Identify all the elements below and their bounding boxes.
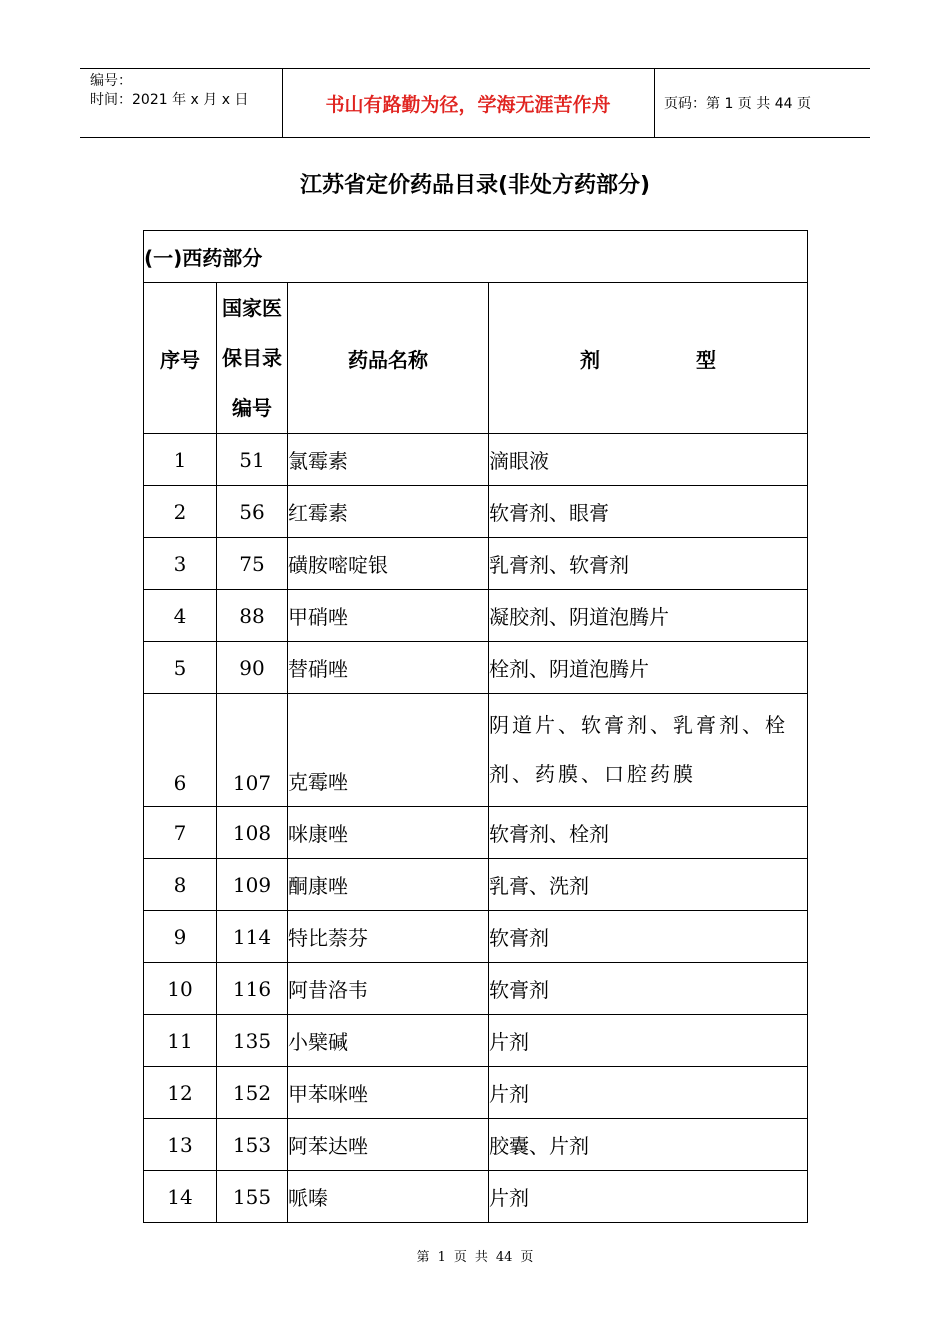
cell-code: 90 — [217, 642, 288, 694]
cell-name: 小檗碱 — [288, 1015, 489, 1067]
column-header-code — [217, 283, 288, 434]
cell-form: 栓剂、阴道泡腾片 — [489, 642, 808, 694]
column-header-form — [489, 283, 808, 434]
cell-name: 替硝唑 — [288, 642, 489, 694]
cell-form: 软膏剂 — [489, 963, 808, 1015]
cell-seq: 14 — [144, 1171, 217, 1223]
cell-name: 酮康唑 — [288, 859, 489, 911]
footer-total-a: 共 — [474, 1250, 488, 1265]
cell-code: 108 — [217, 807, 288, 859]
serial-label: 编号： — [90, 73, 132, 89]
cell-name: 甲硝唑 — [288, 590, 489, 642]
column-header-code-line2: 保目录 — [222, 346, 282, 370]
cell-seq: 8 — [144, 859, 217, 911]
table-row — [144, 642, 808, 694]
cell-seq: 5 — [144, 642, 217, 694]
cell-name: 阿苯达唑 — [288, 1119, 489, 1171]
table-row — [144, 807, 808, 859]
column-header-code-line3: 编号 — [232, 396, 272, 420]
table-row — [144, 1067, 808, 1119]
footer-page-num: 1 — [437, 1250, 446, 1265]
cell-name: 特比萘芬 — [288, 911, 489, 963]
cell-form: 片剂 — [489, 1015, 808, 1067]
cell-code: 51 — [217, 434, 288, 486]
section-row — [144, 231, 808, 283]
footer-page-b: 页 — [453, 1250, 467, 1265]
cell-code: 116 — [217, 963, 288, 1015]
drug-table — [143, 230, 808, 1223]
cell-code: 155 — [217, 1171, 288, 1223]
table-header-row — [144, 283, 808, 434]
footer-total-num: 44 — [495, 1250, 513, 1265]
footer-page-a: 第 — [416, 1250, 430, 1265]
cell-seq: 11 — [144, 1015, 217, 1067]
header-motto: 书山有路勤为径，学海无涯苦作舟 — [325, 93, 611, 116]
cell-seq: 7 — [144, 807, 217, 859]
cell-form: 片剂 — [489, 1171, 808, 1223]
cell-form: 软膏剂 — [489, 911, 808, 963]
cell-seq: 9 — [144, 911, 217, 963]
header-page-info: 页码：第 1 页 共 44 页 — [664, 96, 811, 112]
column-header-form-b: 型 — [696, 347, 717, 372]
table-row — [144, 963, 808, 1015]
cell-form: 软膏剂、栓剂 — [489, 807, 808, 859]
cell-name: 阿昔洛韦 — [288, 963, 489, 1015]
table-row — [144, 1171, 808, 1223]
cell-seq: 6 — [144, 694, 217, 807]
cell-form: 阴道片、软膏剂、乳膏剂、栓剂、药膜、口腔药膜 — [489, 694, 808, 807]
cell-seq: 1 — [144, 434, 217, 486]
column-header-seq: 序号 — [144, 283, 217, 434]
page-title: 江苏省定价药品目录(非处方药部分) — [299, 173, 651, 198]
cell-name: 咪康唑 — [288, 807, 489, 859]
table-row — [144, 859, 808, 911]
table-row — [144, 1015, 808, 1067]
cell-form: 乳膏剂、软膏剂 — [489, 538, 808, 590]
time-label: 时间：2021 年 x 月 x 日 — [90, 92, 249, 108]
cell-seq: 10 — [144, 963, 217, 1015]
cell-code: 153 — [217, 1119, 288, 1171]
cell-form: 软膏剂、眼膏 — [489, 486, 808, 538]
cell-name: 克霉唑 — [288, 694, 489, 807]
header-meta — [90, 72, 248, 110]
table-row — [144, 538, 808, 590]
cell-code: 107 — [217, 694, 288, 807]
cell-code: 88 — [217, 590, 288, 642]
cell-form: 凝胶剂、阴道泡腾片 — [489, 590, 808, 642]
section-title: (一)西药部分 — [144, 231, 808, 283]
cell-name: 哌嗪 — [288, 1171, 489, 1223]
cell-seq: 12 — [144, 1067, 217, 1119]
cell-name: 磺胺嘧啶银 — [288, 538, 489, 590]
table-row — [144, 694, 808, 807]
table-row — [144, 434, 808, 486]
cell-seq: 3 — [144, 538, 217, 590]
cell-code: 56 — [217, 486, 288, 538]
cell-code: 152 — [217, 1067, 288, 1119]
column-header-name: 药品名称 — [288, 283, 489, 434]
cell-code: 109 — [217, 859, 288, 911]
cell-name: 红霉素 — [288, 486, 489, 538]
cell-form: 滴眼液 — [489, 434, 808, 486]
cell-name: 氯霉素 — [288, 434, 489, 486]
column-header-form-a: 剂 — [580, 347, 601, 372]
page-footer — [0, 1246, 950, 1265]
cell-seq: 4 — [144, 590, 217, 642]
cell-name: 甲苯咪唑 — [288, 1067, 489, 1119]
cell-seq: 2 — [144, 486, 217, 538]
cell-seq: 13 — [144, 1119, 217, 1171]
cell-code: 135 — [217, 1015, 288, 1067]
column-header-code-line1: 国家医 — [222, 296, 282, 320]
table-row — [144, 911, 808, 963]
cell-code: 75 — [217, 538, 288, 590]
cell-form: 片剂 — [489, 1067, 808, 1119]
table-row — [144, 1119, 808, 1171]
table-row — [144, 486, 808, 538]
header-divider — [654, 69, 655, 137]
footer-total-b: 页 — [520, 1250, 534, 1265]
cell-form: 乳膏、洗剂 — [489, 859, 808, 911]
table-row — [144, 590, 808, 642]
document-header — [80, 68, 870, 138]
cell-form: 胶囊、片剂 — [489, 1119, 808, 1171]
cell-code: 114 — [217, 911, 288, 963]
